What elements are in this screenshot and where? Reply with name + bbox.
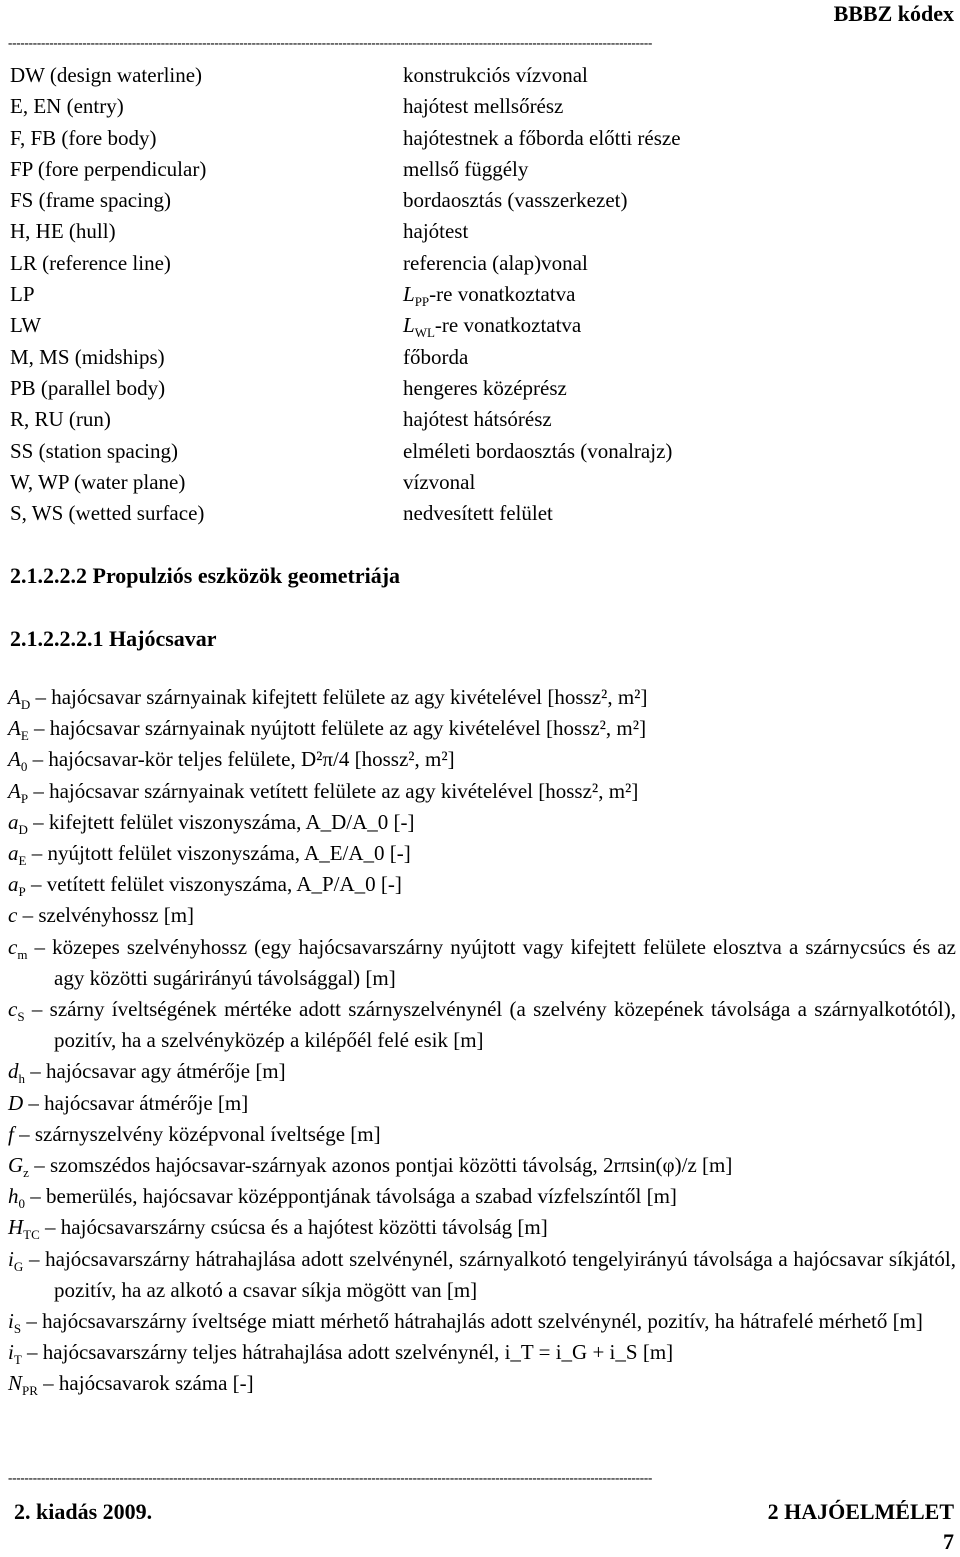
symbol-description: – hajócsavar szárnyainak kifejtett felülete az agy kivételével [hossz², m²] bbox=[30, 685, 648, 709]
description-rest: -re vonatkoztatva bbox=[434, 313, 582, 338]
description-symbol: L bbox=[403, 313, 415, 338]
description-rest: -re vonatkoztatva bbox=[429, 282, 576, 307]
symbol-definition bbox=[8, 1368, 956, 1399]
symbol-definition bbox=[8, 1150, 956, 1181]
symbol: N bbox=[8, 1371, 23, 1396]
symbol: i bbox=[8, 1309, 14, 1334]
symbol-subscript: h bbox=[18, 1071, 25, 1087]
symbol-definition bbox=[8, 1056, 956, 1087]
symbol-description: – nyújtott felület viszonyszáma, A_E/A_0 [-] bbox=[26, 841, 411, 866]
symbol-description: – kifejtett felület viszonyszáma, A_D/A_0 [-] bbox=[27, 809, 415, 834]
symbol-description: – hajócsavar agy átmérője [m] bbox=[25, 1059, 286, 1084]
abbreviation-list bbox=[10, 60, 950, 529]
symbol-subscript: TC bbox=[23, 1227, 40, 1243]
abbreviation-description: hajótestnek a főborda előtti része bbox=[403, 125, 681, 150]
header-rule: ------------------------------------------------------------------------------------------------------------------------------------------------------------ bbox=[8, 36, 653, 50]
symbol-subscript: E bbox=[20, 728, 29, 744]
abbreviation-term: DW (design waterline) bbox=[10, 63, 203, 87]
abbreviation-row bbox=[10, 404, 950, 435]
abbreviation-row bbox=[10, 91, 950, 122]
symbol-description: – vetített felület viszonyszáma, A_P/A_0 [-] bbox=[25, 872, 402, 897]
symbol-description: – hajócsavar-kör teljes felülete, D²π/4 [hossz², m²] bbox=[27, 747, 455, 772]
abbreviation-term: FS (frame spacing) bbox=[10, 188, 171, 213]
symbol-definition bbox=[8, 1119, 956, 1150]
symbol-subscript: S bbox=[13, 1321, 22, 1337]
abbreviation-row bbox=[10, 279, 950, 310]
symbol-subscript: z bbox=[23, 1165, 29, 1181]
symbol: c bbox=[8, 934, 18, 959]
abbreviation-description: nedvesített felület bbox=[403, 501, 553, 526]
symbol-description: – hajócsavarok száma [-] bbox=[37, 1371, 254, 1396]
symbol-subscript: E bbox=[18, 853, 27, 869]
abbreviation-description: konstrukciós vízvonal bbox=[403, 63, 588, 87]
symbol: c bbox=[8, 903, 18, 928]
symbol-subscript: S bbox=[17, 1009, 25, 1025]
symbol-description: – szárny íveltségének mértéke adott szárnyszelvénynél (a szelvény közepének távolsága a szárnyalkotótól), pozitív, ha a szelvényközép a kilépőél felé esik [m] bbox=[24, 997, 956, 1053]
abbreviation-description: referencia (alap)vonal bbox=[403, 250, 588, 275]
abbreviation-term: LP bbox=[10, 282, 35, 307]
abbreviation-row bbox=[10, 436, 950, 467]
abbreviation-term: FP (fore perpendicular) bbox=[10, 156, 207, 181]
abbreviation-term: F, FB (fore body) bbox=[10, 125, 157, 150]
symbol: A bbox=[8, 716, 21, 741]
symbol: c bbox=[8, 997, 18, 1022]
abbreviation-row bbox=[10, 467, 950, 498]
abbreviation-description: hengeres középrész bbox=[403, 375, 567, 400]
abbreviation-description: bordaosztás (vasszerkezet) bbox=[403, 188, 628, 213]
symbol-definition bbox=[8, 1244, 956, 1306]
symbol-subscript: T bbox=[13, 1352, 22, 1368]
symbol-description: – szárnyszelvény középvonal íveltsége [m] bbox=[13, 1121, 381, 1146]
symbol: A bbox=[8, 778, 21, 803]
symbol: a bbox=[8, 809, 19, 834]
symbol-definition bbox=[8, 1337, 956, 1368]
abbreviation-description: vízvonal bbox=[403, 469, 476, 494]
abbreviation-term: LR (reference line) bbox=[10, 250, 171, 275]
symbol-subscript: m bbox=[17, 946, 28, 962]
symbol-description: – hajócsavarszárny hátrahajlása adott szelvénynél, szárnyalkotó tengelyirányú távolsága a hajócsavar síkjától, pozitív, ha az alkotó a csavar síkja mögött van [m] bbox=[23, 1246, 956, 1302]
abbreviation-row bbox=[10, 342, 950, 373]
abbreviation-term: PB (parallel body) bbox=[10, 375, 166, 400]
footer-rule: ------------------------------------------------------------------------------------------------------------------------------------------------------------ bbox=[8, 1471, 653, 1485]
description-subscript: WL bbox=[414, 325, 435, 341]
symbol-definition bbox=[8, 682, 956, 713]
description-symbol: L bbox=[403, 282, 415, 307]
symbol-subscript: P bbox=[18, 884, 26, 900]
symbol-description: – hajócsavar szárnyainak vetített felülete az agy kivételével [hossz², m²] bbox=[28, 778, 639, 803]
symbol-definition bbox=[8, 869, 956, 900]
symbol-definition bbox=[8, 1306, 956, 1337]
symbol-definition bbox=[8, 900, 956, 931]
symbol: a bbox=[8, 872, 19, 897]
symbol-definition bbox=[8, 994, 956, 1056]
abbreviation-description: főborda bbox=[403, 344, 469, 369]
symbol-definition bbox=[8, 713, 956, 744]
symbol-definition bbox=[8, 1088, 956, 1119]
symbol-description: – szelvényhossz [m] bbox=[17, 903, 195, 928]
footer-edition: 2. kiadás 2009. bbox=[14, 1499, 153, 1524]
symbol-description: – hajócsavarszárny íveltsége miatt mérhető hátrahajlás adott szelvénynél, pozitív, ha hátrafelé mérhető [m] bbox=[21, 1309, 923, 1334]
footer-chapter: 2 HAJÓELMÉLET bbox=[767, 1499, 954, 1524]
abbreviation-description: hajótest bbox=[403, 219, 469, 244]
symbol-subscript: 0 bbox=[20, 759, 28, 775]
abbreviation-description: elméleti bordaosztás (vonalrajz) bbox=[403, 438, 673, 463]
symbol: d bbox=[8, 1059, 19, 1084]
symbol-subscript: P bbox=[20, 790, 29, 806]
abbreviation-description: hajótest hátsórész bbox=[403, 407, 552, 432]
symbol-description: – bemerülés, hajócsavar középpontjának távolsága a szabad vízfelszíntől [m] bbox=[25, 1184, 677, 1209]
symbol-definition bbox=[8, 744, 956, 775]
abbreviation-description: hajótest mellsőrész bbox=[403, 94, 564, 119]
page-number: 7 bbox=[943, 1529, 954, 1554]
symbol-description: – közepes szelvényhossz (egy hajócsavarszárny nyújtott vagy kifejtett felülete elosztva a szárnycsúcs és az agy közötti sugárirányú távolsággal) [m] bbox=[27, 934, 956, 990]
abbreviation-term: LW bbox=[10, 313, 42, 338]
abbreviation-term: H, HE (hull) bbox=[10, 219, 116, 244]
abbreviation-term: R, RU (run) bbox=[10, 407, 111, 432]
abbreviation-term: M, MS (midships) bbox=[10, 344, 165, 369]
symbol: h bbox=[8, 1184, 19, 1209]
abbreviation-row bbox=[10, 185, 950, 216]
symbol-definition bbox=[8, 838, 956, 869]
symbol: G bbox=[8, 1153, 24, 1178]
symbol-subscript: D bbox=[20, 697, 31, 713]
abbreviation-description: mellső függély bbox=[403, 156, 529, 181]
symbol: D bbox=[8, 1090, 24, 1115]
symbol-subscript: 0 bbox=[18, 1196, 25, 1212]
symbol-description: – hajócsavar szárnyainak nyújtott felülete az agy kivételével [hossz², m²] bbox=[28, 716, 647, 741]
symbol-description: – hajócsavar átmérője [m] bbox=[23, 1090, 249, 1115]
abbreviation-row bbox=[10, 60, 950, 91]
section-heading: 2.1.2.2.2 Propulziós eszközök geometriája bbox=[10, 563, 401, 588]
symbol: f bbox=[8, 1121, 14, 1146]
symbol: i bbox=[8, 1340, 14, 1365]
description-subscript: PP bbox=[414, 294, 430, 310]
abbreviation-row bbox=[10, 248, 950, 279]
abbreviation-row bbox=[10, 310, 950, 341]
symbol: a bbox=[8, 841, 19, 866]
abbreviation-row bbox=[10, 216, 950, 247]
symbol-subscript: PR bbox=[22, 1383, 38, 1399]
symbol-description: – hajócsavarszárny csúcsa és a hajótest közötti távolság [m] bbox=[39, 1215, 548, 1240]
symbol-subscript: D bbox=[18, 822, 28, 837]
abbreviation-term: W, WP (water plane) bbox=[10, 469, 186, 494]
symbol: A bbox=[8, 685, 21, 709]
symbol-description: – szomszédos hajócsavar-szárnyak azonos pontjai közötti távolság, 2rπsin(φ)/z [m] bbox=[28, 1153, 733, 1178]
symbol-definition bbox=[8, 932, 956, 994]
symbol: A bbox=[8, 747, 21, 772]
header-title: BBBZ kódex bbox=[833, 1, 954, 26]
symbol-definition bbox=[8, 807, 956, 838]
abbreviation-term: E, EN (entry) bbox=[10, 94, 124, 119]
symbol: i bbox=[8, 1246, 14, 1271]
symbol-description: – hajócsavarszárny teljes hátrahajlása adott szelvénynél, i_T = i_G + i_S [m] bbox=[21, 1340, 674, 1365]
symbol-subscript: G bbox=[13, 1258, 24, 1274]
symbol-definition bbox=[8, 1212, 956, 1243]
abbreviation-row bbox=[10, 498, 950, 529]
abbreviation-row bbox=[10, 154, 950, 185]
abbreviation-row bbox=[10, 373, 950, 404]
abbreviation-row bbox=[10, 123, 950, 154]
symbol-definition bbox=[8, 776, 956, 807]
subsection-heading: 2.1.2.2.2.1 Hajócsavar bbox=[10, 626, 217, 651]
symbol-definition bbox=[8, 1181, 956, 1212]
symbol-list bbox=[8, 682, 956, 1400]
abbreviation-term: SS (station spacing) bbox=[10, 438, 178, 463]
symbol: H bbox=[8, 1215, 24, 1240]
abbreviation-term: S, WS (wetted surface) bbox=[10, 501, 205, 526]
